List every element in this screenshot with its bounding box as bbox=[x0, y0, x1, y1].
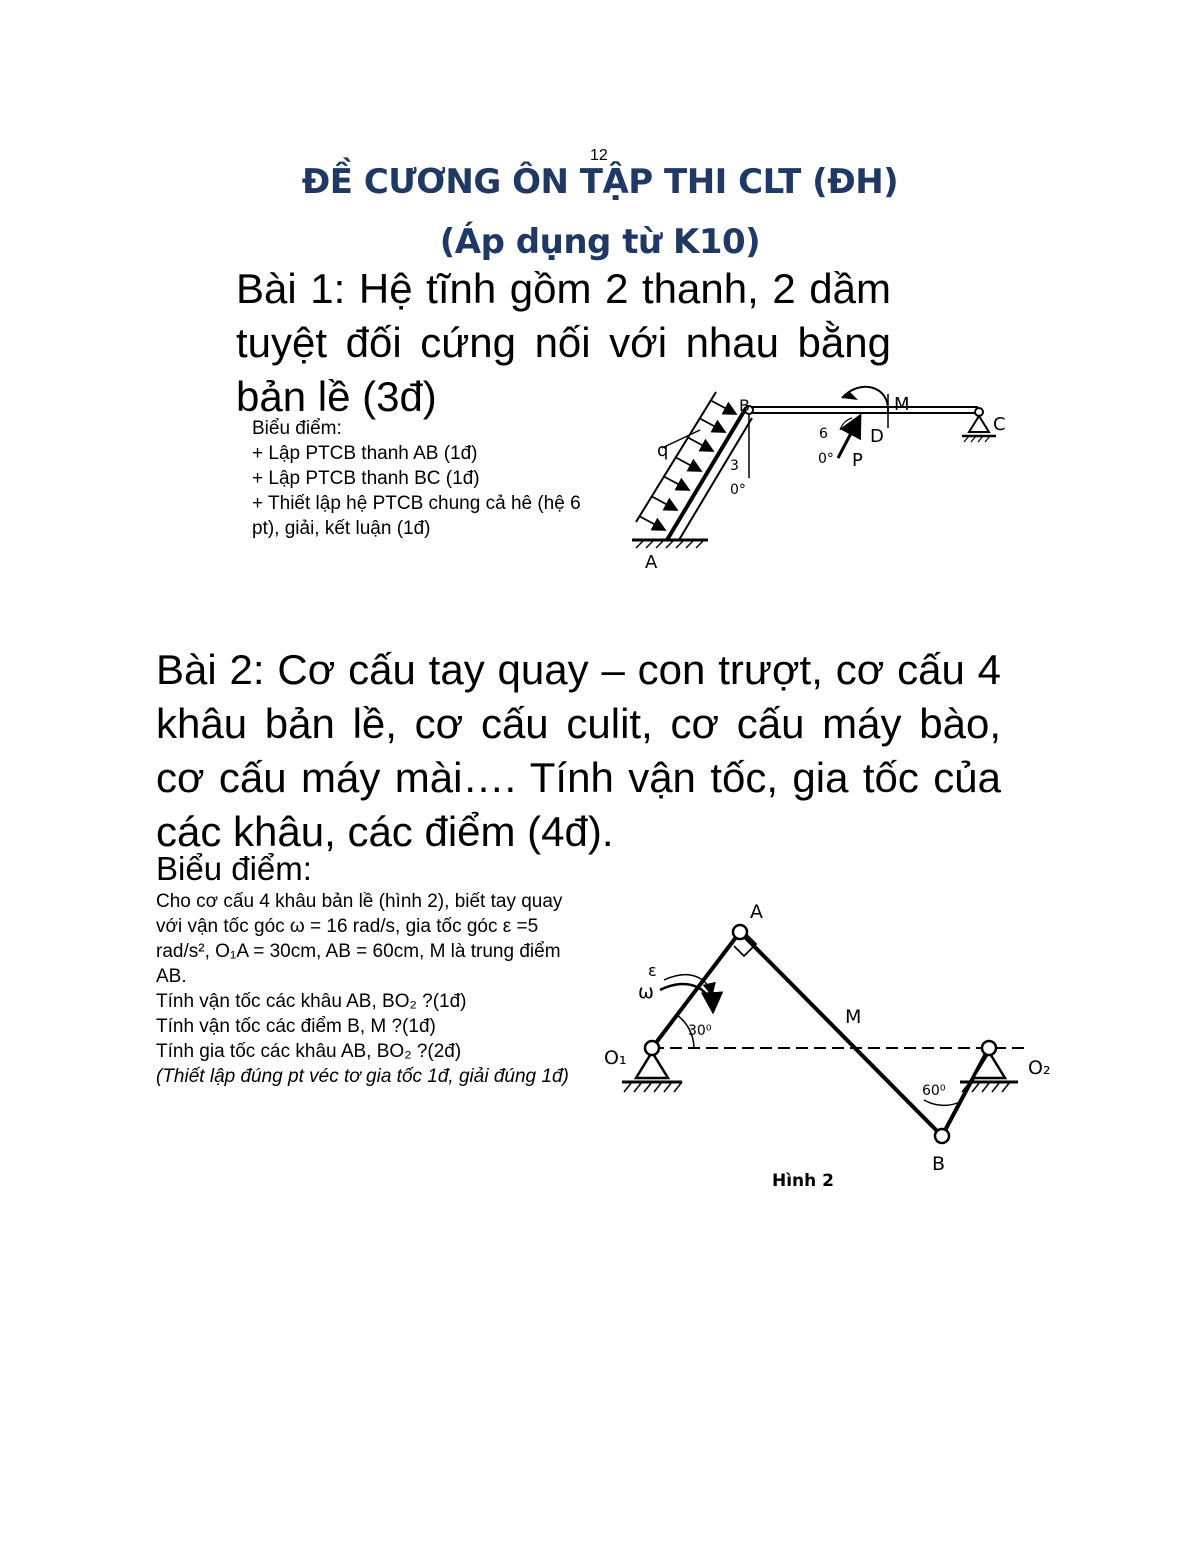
fig2-angle-b: 60⁰ bbox=[922, 1083, 946, 1099]
bai2-figure bbox=[595, 895, 1065, 1195]
fig1-angle1-digit: 3 bbox=[730, 458, 739, 474]
bai2-question: Tính vận tốc các khâu AB, BO₂ ?(1đ) bbox=[156, 991, 467, 1012]
fig2-label-m: M bbox=[845, 1006, 862, 1028]
fig2-label-b: B bbox=[932, 1153, 946, 1175]
fig2-label-epsilon: ε bbox=[648, 961, 657, 980]
fig2-label-o1: O₁ bbox=[604, 1047, 627, 1069]
fig1-label-m: M bbox=[894, 394, 910, 415]
fig1-label-c: C bbox=[993, 414, 1006, 435]
page-title: ĐỀ CƯƠNG ÔN TẬP THI CLT (ĐH) bbox=[301, 162, 899, 202]
bai1-grading-item: + Lập PTCB thanh AB (1đ) bbox=[252, 443, 478, 464]
fig1-angle2-deg: 0° bbox=[818, 451, 834, 467]
fig1-label-d: D bbox=[870, 426, 884, 447]
bai2-question: Tính gia tốc các khâu AB, BO₂ ?(2đ) bbox=[156, 1041, 462, 1062]
bai1-grading-item: + Lập PTCB thanh BC (1đ) bbox=[252, 468, 480, 489]
fig1-label-b: B bbox=[739, 396, 750, 415]
bai1-grading-item: + Thiết lập hệ PTCB chung cả hê (hệ 6 pt), giải, kết luận (1đ) bbox=[252, 493, 581, 539]
fig1-angle1-deg: 0° bbox=[730, 482, 746, 498]
fig2-angle-a: 30⁰ bbox=[688, 1023, 712, 1039]
bai2-heading: Bài 2: Cơ cấu tay quay – con trượt, cơ cấu 4 khâu bản lề, cơ cấu culit, cơ cấu máy bào, cơ cấu máy mài…. Tính vận tốc, gia tốc của các khâu, các điểm (4đ). bbox=[156, 646, 1001, 855]
bai1-grading-title: Biểu điểm: bbox=[252, 418, 342, 439]
bai2-note: (Thiết lập đúng pt véc tơ gia tốc 1đ, giải đúng 1đ) bbox=[156, 1066, 569, 1087]
fig2-label-omega: ω bbox=[638, 981, 654, 1003]
page-number: 12 bbox=[590, 147, 608, 164]
bai2-question: Tính vận tốc các điểm B, M ?(1đ) bbox=[156, 1016, 436, 1037]
fig1-label-q: q bbox=[657, 440, 669, 461]
bai1-heading: Bài 1: Hệ tĩnh gồm 2 thanh, 2 dầm tuyệt đối cứng nối với nhau bằng bản lề (3đ) bbox=[236, 265, 891, 420]
bai2-given: Cho cơ cấu 4 khâu bản lề (hình 2), biết tay quay với vận tốc góc ω = 16 rad/s, gia tốc góc ε =5 rad/s², O₁A = 30cm, AB = 60cm, M là trung điểm AB. bbox=[156, 891, 563, 987]
fig2-label-a: A bbox=[750, 901, 763, 923]
fig1-angle2-digit: 6 bbox=[819, 426, 828, 442]
bai2-content bbox=[156, 889, 586, 1089]
fig2-caption: Hình 2 bbox=[772, 1171, 835, 1191]
fig1-label-a: A bbox=[645, 552, 658, 573]
page-subtitle: (Áp dụng từ K10) bbox=[439, 222, 761, 262]
bai2-grading-title: Biểu điểm: bbox=[156, 850, 312, 887]
bai1-grading bbox=[252, 416, 612, 541]
fig2-label-o2: O₂ bbox=[1028, 1057, 1051, 1079]
bai1-figure bbox=[600, 370, 1060, 585]
fig1-label-p: P bbox=[852, 450, 863, 471]
